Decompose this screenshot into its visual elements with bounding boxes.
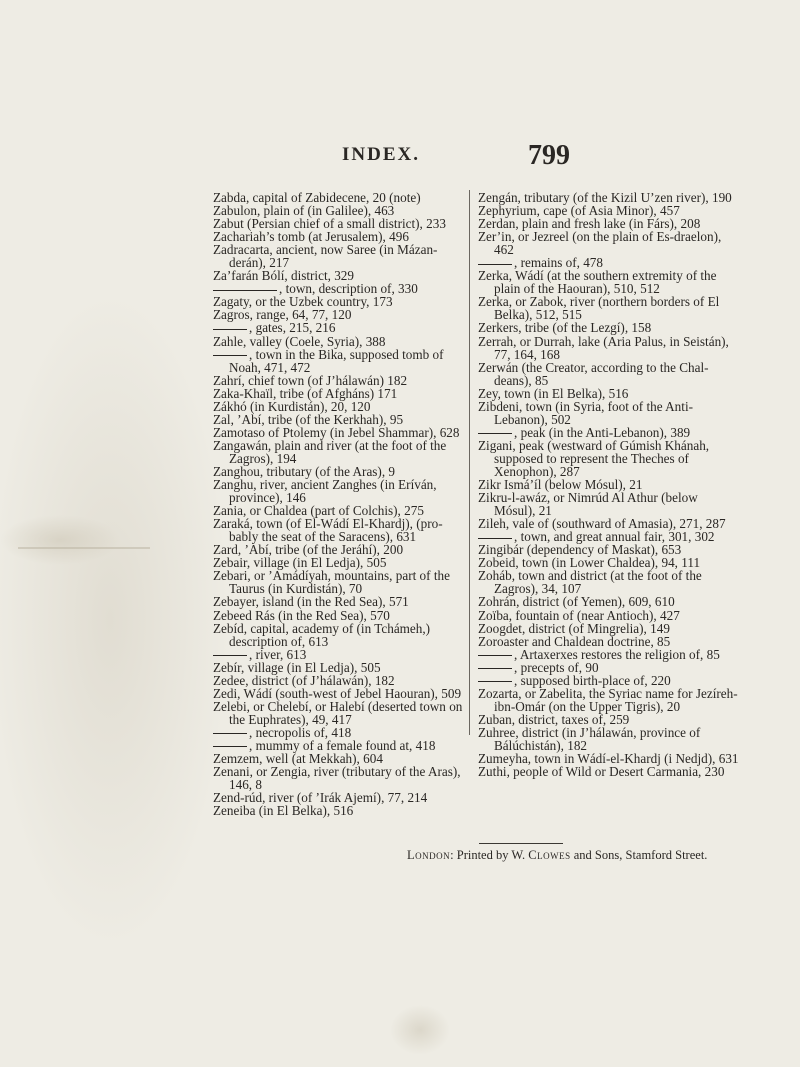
index-entry [478,269,740,295]
index-entry [213,439,468,465]
index-entry-text: , supposed birth-place of, 220 [514,672,671,688]
index-entry [213,348,468,374]
imprint-place: London [407,848,451,862]
index-entry-text: Zadracarta, ancient, now Saree (in Mázan-derán), 217 [213,242,438,271]
index-entry-text: , mummy of a female found at, 418 [249,737,436,753]
index-entry-text: Zeneiba (in El Belka), 516 [213,803,354,819]
index-entry-text: Zozarta, or Zabelita, the Syriac name for Jezíreh-ibn-Omár (on the Upper Tigris), 20 [478,685,738,714]
index-entry-text: Zephyrium, cape (of Asia Minor), 457 [478,203,680,219]
index-entry-text: , Artaxerxes restores the religion of, 85 [514,646,720,662]
index-entry-text: , gates, 215, 216 [249,320,336,336]
index-entry-text: Zerrah, or Durrah, lake (Aria Palus, in Seistán), 77, 164, 168 [478,333,729,362]
index-entry-text: Zard, ’Abí, tribe (of the Jeráhí), 200 [213,542,404,558]
index-entry-text: Zaraká, town (of El-Wádí El-Khardj), (pro-bably the seat of the Saracens), 631 [213,516,443,545]
index-entry-text: , necropolis of, 418 [249,724,352,740]
index-entry-text: Zibdeni, town (in Syria, foot of the Anti-Lebanon), 502 [478,398,693,427]
index-entry-text: Zal, ’Abí, tribe (of the Kerkhah), 95 [213,411,404,427]
index-entry-text: Za’farán Bólí, district, 329 [213,268,354,284]
index-entry-text: Zikr Ismá’íl (below Mósul), 21 [478,477,643,493]
index-entry-text: , river, 613 [249,646,307,662]
ditto-dash [213,329,247,330]
index-entry-text: Zagaty, or the Uzbek country, 173 [213,294,393,310]
index-entry-text: Zengán, tributary (of the Kizil U’zen river), 190 [478,190,732,205]
index-entry-text: Zedee, district (of J’hálawán), 182 [213,672,395,688]
printer-imprint [407,848,747,863]
index-entry-text: Zahrí, chief town (of J’hálawán) 182 [213,372,408,388]
index-entry-text: , town, and great annual fair, 301, 302 [514,529,715,545]
index-entry-text: Zileh, vale of (southward of Amasia), 271, 287 [478,516,726,532]
index-entry-text: Zobeid, town (in Lower Chaldea), 94, 111 [478,555,701,571]
index-entry [478,726,740,752]
imprint-rest: and Sons, Stamford Street. [573,848,708,862]
index-entry-text: Zania, or Chaldea (part of Colchis), 275 [213,503,424,519]
index-entry [478,361,740,387]
index-entry-text: Zenani, or Zengia, river (tributary of the Aras), 146, 8 [213,764,461,793]
index-entry-text: Zigani, peak (westward of Gúmish Khánah, supposed to represent the Theches of Xenophon), 287 [478,437,710,479]
index-entry-text: Zachariah’s tomb (at Jerusalem), 496 [213,229,409,245]
ditto-dash [478,433,512,434]
index-entry-text: Zoháb, town and district (at the foot of the Zagros), 34, 107 [478,568,702,597]
index-entry-text: Zuhree, district (in J’hálawán, province of Bálúchistán), 182 [478,724,701,753]
index-entry [213,804,468,817]
index-entry-text: Zemzem, well (at Mekkah), 604 [213,751,383,767]
running-head [330,140,570,170]
index-entry [478,491,740,517]
index-entry [478,230,740,256]
ditto-dash [213,290,277,291]
index-entry [213,478,468,504]
index-entry [478,569,740,595]
index-entry-text: Zingibár (dependency of Maskat), 653 [478,542,682,558]
index-entry-text: Zerdan, plain and fresh lake (in Fárs), 208 [478,216,701,232]
index-entry-text: Zohrán, district (of Yemen), 609, 610 [478,594,675,610]
index-entry-text: Zumeyha, town in Wádí-el-Khardj (i Nedjd), 631 [478,751,739,767]
index-entry [213,765,468,791]
index-entry-text: Zoïba, fountain of (near Antioch), 427 [478,607,680,623]
index-entry-text: , remains of, 478 [514,255,603,271]
index-entry-text: Zuban, district, taxes of, 259 [478,711,630,727]
index-entry [213,517,468,543]
index-entry [478,400,740,426]
index-entry-text: Zuthi, people of Wild or Desert Carmania, 230 [478,764,725,780]
index-entry-text: Zebair, village (in El Ledja), 505 [213,555,387,571]
index-entry-text: Zelebi, or Chelebí, or Halebí (deserted town on the Euphrates), 49, 417 [213,698,463,727]
index-entry-text: Zákhó (in Kurdistán), 20, 120 [213,398,371,414]
imprint-printer: Clowes [528,848,571,862]
ditto-dash [478,681,512,682]
index-entry-text: Zebeed Rás (in the Red Sea), 570 [213,607,390,623]
index-entry-text: Zikru-l-awáz, or Nimrúd Al Athur (below Mósul), 21 [478,490,698,519]
running-title: INDEX. [342,144,420,165]
index-entry-text: Zanghu, river, ancient Zanghes (in Eríván, province), 146 [213,477,437,506]
index-entry [213,569,468,595]
index-column-left [213,191,468,817]
ditto-dash [478,668,512,669]
index-entry-text: Zer’in, or Jezreel (on the plain of Es-draelon), 462 [478,229,722,258]
page-number: 799 [528,140,570,171]
index-entry-text: Zangawán, plain and river (at the foot of the Zagros), 194 [213,437,447,466]
index-entry-text: Zerkers, tribe (of the Lezgí), 158 [478,320,652,336]
index-entry-text: Zebari, or ’Amádíyah, mountains, part of the Taurus (in Kurdistán), 70 [213,568,450,597]
index-entry-text: Zahle, valley (Coele, Syria), 388 [213,333,386,349]
index-entry-text: , town, description of, 330 [279,281,418,297]
ditto-dash [213,746,247,747]
index-entry-text: Zey, town (in El Belka), 516 [478,385,629,401]
index-entry-text: Zerka, or Zabok, river (northern borders of El Belka), 512, 515 [478,294,720,323]
index-entry [213,700,468,726]
ditto-dash [478,538,512,539]
index-entry-text: Zaka-Khaïl, tribe (of Afgháns) 171 [213,385,398,401]
ditto-dash [213,655,247,656]
index-entry-text: Zanghou, tributary (of the Aras), 9 [213,463,396,479]
ditto-dash [213,355,247,356]
index-entry-text: Zedi, Wádí (south-west of Jebel Haouran), 509 [213,685,462,701]
index-entry-text: Zagros, range, 64, 77, 120 [213,307,352,323]
index-entry-text: Zamotaso of Ptolemy (in Jebel Shammar), 628 [213,424,460,440]
index-entry-text: Zoroaster and Chaldean doctrine, 85 [478,633,671,649]
imprint-separator: : Printed by W. [450,848,526,862]
index-entry [213,243,468,269]
ditto-dash [213,733,247,734]
index-entry-text: Zerwán (the Creator, according to the Chal-deans), 85 [478,359,709,388]
index-entry [478,687,740,713]
index-entry-text: Zerka, Wádí (at the southern extremity of the plain of the Haouran), 510, 512 [478,268,717,297]
index-entry-text: Zebíd, capital, academy of (in Tchámeh,) description of, 613 [213,620,431,649]
index-entry [478,765,740,778]
footer-rule [479,843,563,844]
index-entry-text: Zend-rúd, river (of ’Irák Ajemí), 77, 214 [213,790,428,806]
index-entry-text: Zebayer, island (in the Red Sea), 571 [213,594,409,610]
index-entry [478,295,740,321]
index-entry-text: , town in the Bika, supposed tomb of Noah, 471, 472 [229,346,444,375]
index-entry-text: , peak (in the Anti-Lebanon), 389 [514,424,691,440]
index-entry [478,335,740,361]
column-divider [469,190,470,735]
index-entry-text: Zabut (Persian chief of a small district), 233 [213,216,446,232]
ditto-dash [478,655,512,656]
index-entry-text: Zabulon, plain of (in Galilee), 463 [213,203,395,219]
index-entry-text: Zoogdet, district (of Mingrelia), 149 [478,620,670,636]
index-column-right [478,191,740,778]
index-entry-text: Zebír, village (in El Ledja), 505 [213,659,381,675]
ditto-dash [478,264,512,265]
index-entry [213,622,468,648]
index-entry-text: , precepts of, 90 [514,659,599,675]
index-entry [478,439,740,478]
index-entry-text: Zabda, capital of Zabidecene, 20 (note) [213,190,421,205]
